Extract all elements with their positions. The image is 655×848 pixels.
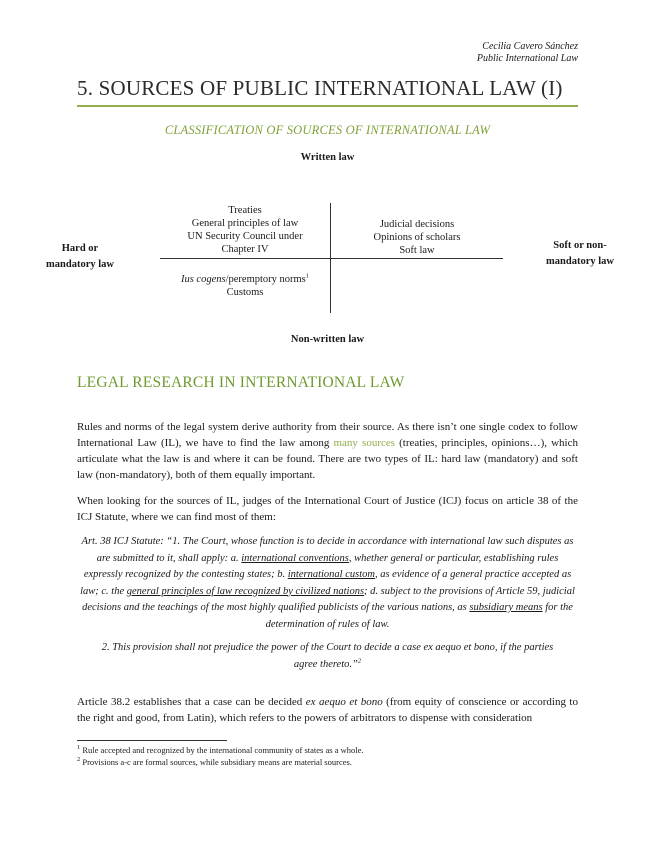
quote1-text-a: Art. 38 ICJ Statute: “1. The Court, whose function is to decide in accordance with international law such disputes as are submitted to it, shall apply: a. [81, 536, 574, 564]
header-author: Cecilia Cavero Sánchez [482, 41, 578, 52]
ius-cogens-text: Ius cogens [180, 274, 226, 285]
quadrant-hard-unwritten [160, 273, 330, 299]
page-title: 5. SOURCES OF PUBLIC INTERNATIONAL LAW (I) [77, 76, 563, 100]
footnote-1 [77, 745, 364, 756]
section-heading: LEGAL RESEARCH IN INTERNATIONAL LAW [77, 374, 405, 391]
quote1-text-d: ; d. subject to the provisions of Article 59, judicial decisions and the teachings of the most highly qualified publicists of the various nations, as [82, 585, 575, 613]
hard-law-label-line2: mandatory law [46, 259, 114, 270]
para1-text-b: (treaties, principles, opinions…), which articulate what the law is and where it can be found. There are two types of IL: hard law (mandatory) and soft law (non-mandatory), both of them equally important. [77, 437, 578, 481]
footnote-2 [77, 757, 352, 768]
hard-law-label [30, 241, 130, 273]
underline-international-custom: international custom [287, 569, 375, 580]
quadrant-soft-written [331, 218, 503, 257]
q2-item: Opinions of scholars [373, 232, 461, 243]
footnote-separator [77, 740, 227, 741]
footnote-1-text: Rule accepted and recognized by the international community of states as a whole. [80, 745, 364, 755]
quote1-text-b: , whether general or particular, establishing rules expressly recognized by the contesting states; b. [83, 552, 559, 580]
underline-international-conventions: international conventions [241, 552, 349, 564]
quote2-text: 2. This provision shall not prejudice the power of the Court to decide a case ex aequo et bono, if the parties agree thereto.” [101, 642, 554, 670]
non-written-law-label: Non-written law [290, 334, 365, 345]
classification-heading: CLASSIFICATION OF SOURCES OF INTERNATIONAL LAW [164, 123, 491, 137]
quote-article-38-1 [77, 534, 578, 633]
footnote-2-text: Provisions a-c are formal sources, while subsidiary means are material sources. [80, 757, 352, 767]
quote-article-38-2 [90, 640, 565, 673]
para3-text-b: (from equity of conscience or according to the right and good, from Latin), which refers to the powers of arbitrators to dispense with consideration [77, 696, 578, 724]
diagram-horizontal-axis [160, 258, 503, 259]
quadrant-hard-written [160, 204, 330, 256]
footnote-1-num: 1 [77, 744, 81, 752]
header-subject: Public International Law [476, 53, 578, 64]
paragraph-icj: When looking for the sources of IL, judges of the International Court of Justice (ICJ) focus on article 38 of the ICJ Statute, where we can find most of them: [77, 495, 578, 523]
footnote-ref-2: 2 [357, 657, 362, 664]
q1-item: UN Security Council under [187, 231, 303, 242]
peremptory-text: /peremptory norms [225, 274, 306, 285]
written-law-label: Written law [300, 152, 355, 163]
underline-subsidiary-means: subsidiary means [469, 602, 543, 613]
soft-law-label-line1: Soft or non- [553, 240, 607, 251]
hard-law-label-line1: Hard or [61, 243, 99, 254]
ex-aequo-italic: ex aequo et bono [305, 696, 383, 708]
footnote-ref-1: 1 [305, 272, 310, 280]
underline-general-principles: general principles of law recognized by civilized nations [126, 585, 365, 597]
paragraph-ex-aequo [77, 694, 578, 726]
title-underline [77, 105, 578, 107]
q1-item: Treaties [228, 205, 262, 216]
q2-item: Soft law [399, 245, 435, 256]
quote1-text-c: , as evidence of a general practice accepted as law; c. the [80, 569, 572, 597]
para3-text-a: Article 38.2 establishes that a case can be decided [77, 696, 306, 708]
paragraph-intro [77, 419, 578, 483]
q1-item: General principles of law [191, 218, 299, 229]
footnote-2-num: 2 [77, 756, 81, 764]
q1-item: Chapter IV [221, 244, 269, 255]
soft-law-label-line2: mandatory law [546, 256, 614, 267]
quote1-text-e: for the determination of rules of law. [265, 602, 573, 630]
soft-law-label [530, 238, 630, 270]
customs-text: Customs [226, 287, 264, 298]
para1-text-a: Rules and norms of the legal system derive authority from their source. As there isn’t one single codex to follow International Law (IL), we have to find the law among [77, 421, 578, 449]
q2-item: Judicial decisions [379, 219, 455, 230]
many-sources-highlight: many sources [333, 437, 396, 449]
